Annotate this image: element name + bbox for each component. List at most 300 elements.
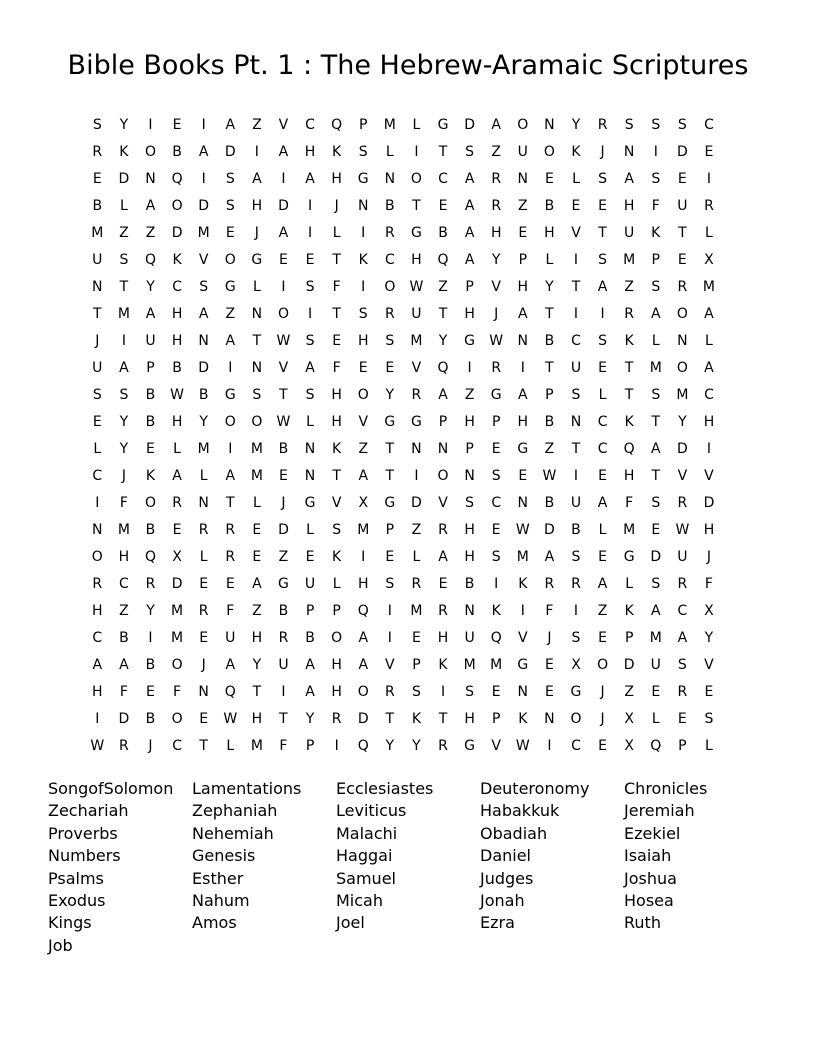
grid-letter: U [92, 252, 103, 268]
grid-letter: B [385, 198, 395, 214]
grid-row [84, 598, 722, 625]
grid-letter: W [489, 333, 504, 349]
grid-letter: G [570, 684, 582, 700]
grid-letter: W [409, 279, 424, 295]
grid-letter: Q [357, 603, 369, 619]
grid-letter: Q [437, 360, 449, 376]
grid-letter: A [650, 603, 661, 619]
grid-letter: H [517, 279, 529, 295]
grid-letter: O [224, 414, 236, 430]
grid-letter: I [387, 630, 392, 646]
grid-letter: A [252, 576, 262, 592]
grid-letter: N [198, 684, 209, 700]
grid-letter: I [254, 144, 259, 160]
grid-letter: M [516, 549, 529, 565]
grid-letter: T [624, 387, 634, 403]
grid-letter: Q [357, 738, 369, 754]
grid-letter: T [332, 306, 341, 322]
grid-letter: H [118, 549, 130, 565]
grid-letter: A [677, 630, 688, 646]
grid-letter: D [464, 117, 475, 133]
grid-letter: A [278, 225, 289, 241]
grid-letter: V [704, 657, 714, 673]
word-list-item: Habakkuk [480, 801, 560, 821]
grid-letter: G [464, 738, 476, 754]
grid-letter: M [250, 441, 263, 457]
grid-letter: P [465, 279, 474, 295]
grid-letter: T [279, 711, 288, 727]
grid-letter: T [438, 306, 448, 322]
grid-letter: E [92, 171, 102, 187]
grid-letter: N [464, 603, 475, 619]
grid-letter: V [518, 630, 528, 646]
grid-letter: G [517, 657, 529, 673]
word-list-item: Psalms [48, 868, 104, 888]
grid-letter: O [144, 495, 156, 511]
grid-letter: H [464, 522, 475, 538]
grid-letter: U [225, 630, 236, 646]
grid-letter: V [491, 738, 501, 754]
grid-letter: O [91, 549, 103, 565]
grid-letter: N [544, 117, 555, 133]
word-list-item: Joshua [624, 868, 677, 888]
grid-letter: E [598, 630, 607, 646]
grid-letter: S [385, 576, 395, 592]
grid-letter: B [544, 495, 555, 511]
grid-letter: K [651, 225, 661, 241]
grid-row [84, 166, 722, 193]
page-title: Bible Books Pt. 1 : The Hebrew-Aramaic Scriptures [67, 50, 749, 81]
grid-letter: A [518, 387, 528, 403]
grid-letter: I [361, 225, 366, 241]
grid-letter: I [573, 252, 579, 268]
grid-letter: M [676, 387, 689, 403]
grid-letter: T [93, 306, 102, 322]
grid-letter: E [544, 657, 554, 673]
grid-letter: L [705, 333, 713, 349]
grid-letter: M [463, 657, 476, 673]
grid-letter: R [119, 738, 129, 754]
grid-letter: B [119, 630, 129, 646]
grid-letter: K [411, 711, 422, 727]
grid-letter: B [145, 522, 156, 538]
grid-letter: J [494, 306, 499, 322]
grid-letter: Z [438, 279, 448, 295]
grid-letter: T [279, 387, 288, 403]
grid-letter: D [198, 360, 210, 376]
grid-letter: H [331, 684, 342, 700]
grid-letter: A [358, 657, 369, 673]
grid-letter: Z [119, 225, 129, 241]
grid-letter: X [571, 657, 581, 673]
grid-row [84, 382, 722, 409]
grid-letter: W [90, 738, 105, 754]
grid-letter: I [361, 549, 366, 565]
grid-letter: I [201, 171, 206, 187]
grid-letter: R [225, 522, 236, 538]
grid-letter: D [171, 225, 183, 241]
grid-letter: Q [490, 630, 502, 646]
grid-letter: F [119, 684, 128, 700]
grid-letter: I [467, 360, 472, 376]
grid-row [84, 112, 722, 139]
grid-letter: M [117, 522, 130, 538]
grid-letter: K [438, 657, 448, 673]
grid-letter: X [704, 603, 714, 619]
grid-letter: O [384, 279, 396, 295]
word-list-item: Proverbs [48, 823, 118, 843]
grid-letter: M [410, 333, 423, 349]
grid-letter: L [412, 117, 421, 133]
word-list-item: Daniel [480, 846, 531, 866]
grid-letter: L [705, 738, 713, 754]
word-list-item: Ruth [624, 913, 661, 933]
grid-letter: T [332, 252, 341, 268]
grid-letter: U [570, 495, 582, 511]
grid-letter: P [305, 738, 315, 754]
grid-letter: C [704, 117, 714, 133]
grid-letter: J [600, 684, 605, 700]
grid-letter: I [706, 171, 712, 187]
grid-row [84, 571, 722, 598]
grid-letter: R [677, 279, 688, 295]
grid-letter: F [332, 279, 341, 295]
grid-letter: O [144, 144, 156, 160]
grid-letter: D [171, 576, 183, 592]
grid-letter: N [92, 279, 103, 295]
grid-letter: E [199, 576, 209, 592]
grid-letter: J [95, 333, 100, 349]
grid-letter: V [677, 468, 688, 484]
grid-letter: D [676, 144, 688, 160]
grid-letter: A [464, 252, 475, 268]
grid-letter: S [491, 549, 501, 565]
letter-grid [84, 112, 722, 760]
grid-letter: K [119, 144, 129, 160]
grid-letter: Z [411, 522, 422, 538]
grid-letter: L [412, 549, 421, 565]
grid-letter: P [518, 252, 528, 268]
grid-letter: H [251, 711, 263, 727]
grid-letter: E [279, 468, 288, 484]
grid-letter: F [545, 603, 554, 619]
grid-letter: S [465, 144, 475, 160]
grid-letter: L [572, 171, 580, 187]
grid-letter: G [517, 441, 529, 457]
grid-letter: K [332, 144, 342, 160]
grid-letter: Y [385, 387, 395, 403]
grid-letter: A [119, 657, 129, 673]
grid-letter: P [651, 252, 660, 268]
grid-letter: X [624, 711, 634, 727]
grid-letter: I [307, 198, 313, 214]
grid-letter: P [678, 738, 687, 754]
grid-letter: A [597, 495, 608, 511]
grid-letter: D [278, 198, 289, 214]
grid-letter: B [172, 144, 182, 160]
grid-letter: T [385, 468, 395, 484]
grid-letter: A [704, 306, 714, 322]
grid-letter: K [172, 252, 182, 268]
grid-letter: B [145, 711, 156, 727]
grid-letter: I [520, 603, 525, 619]
grid-letter: H [703, 522, 715, 538]
grid-letter: I [573, 603, 579, 619]
grid-letter: M [357, 522, 370, 538]
grid-letter: T [571, 441, 581, 457]
grid-letter: E [571, 198, 581, 214]
grid-letter: T [252, 333, 262, 349]
grid-letter: U [464, 630, 475, 646]
grid-letter: A [544, 549, 555, 565]
grid-letter: K [518, 711, 528, 727]
grid-letter: K [624, 414, 634, 430]
grid-letter: V [571, 225, 581, 241]
grid-letter: H [331, 171, 342, 187]
grid-letter: V [411, 360, 422, 376]
grid-letter: H [171, 333, 183, 349]
grid-letter: U [304, 576, 316, 592]
grid-letter: H [331, 414, 342, 430]
grid-letter: H [171, 306, 183, 322]
word-list-item: Zechariah [48, 801, 129, 821]
grid-letter: J [547, 630, 552, 646]
grid-letter: N [437, 441, 449, 457]
grid-letter: S [677, 117, 687, 133]
grid-letter: M [171, 603, 184, 619]
grid-letter: W [223, 711, 238, 727]
grid-letter: Y [571, 117, 581, 133]
grid-letter: C [384, 252, 395, 268]
grid-letter: K [145, 468, 156, 484]
grid-letter: A [305, 171, 315, 187]
grid-letter: A [225, 333, 236, 349]
grid-letter: K [624, 603, 634, 619]
word-list-item: Judges [480, 868, 534, 888]
grid-letter: Z [252, 117, 262, 133]
grid-letter: E [305, 252, 315, 268]
grid-letter: L [332, 576, 341, 592]
grid-letter: I [228, 360, 233, 376]
grid-letter: O [171, 198, 183, 214]
grid-letter: J [334, 198, 339, 214]
grid-letter: M [490, 657, 503, 673]
grid-letter: A [624, 171, 634, 187]
grid-letter: M [623, 522, 636, 538]
grid-letter: L [705, 225, 713, 241]
grid-letter: R [92, 576, 103, 592]
grid-letter: R [491, 171, 502, 187]
grid-letter: E [651, 522, 661, 538]
grid-letter: A [225, 657, 236, 673]
grid-letter: S [92, 117, 102, 133]
grid-letter: S [465, 684, 475, 700]
grid-letter: S [598, 333, 608, 349]
grid-letter: P [624, 630, 634, 646]
grid-letter: Y [678, 414, 687, 430]
grid-letter: L [119, 198, 128, 214]
grid-letter: S [571, 387, 581, 403]
grid-letter: P [385, 522, 395, 538]
grid-letter: Z [278, 549, 289, 565]
grid-letter: N [251, 360, 263, 376]
grid-letter: R [438, 603, 448, 619]
grid-letter: A [305, 657, 315, 673]
grid-letter: K [624, 333, 634, 349]
grid-letter: R [491, 360, 502, 376]
grid-letter: H [437, 630, 449, 646]
grid-letter: A [518, 306, 528, 322]
grid-letter: R [544, 576, 555, 592]
grid-letter: C [438, 171, 448, 187]
grid-letter: U [517, 144, 528, 160]
word-list-item: Samuel [336, 868, 396, 888]
grid-letter: E [225, 576, 235, 592]
grid-letter: U [278, 657, 289, 673]
grid-letter: E [438, 198, 448, 214]
grid-letter: C [119, 576, 129, 592]
grid-letter: O [597, 657, 609, 673]
grid-letter: W [542, 468, 557, 484]
grid-letter: P [305, 603, 315, 619]
word-list-item: Exodus [48, 890, 106, 910]
word-list-item: Malachi [336, 823, 398, 843]
grid-letter: M [649, 360, 662, 376]
grid-letter: H [464, 549, 475, 565]
grid-letter: S [651, 495, 661, 511]
grid-letter: V [198, 252, 209, 268]
word-list-item: Job [48, 935, 73, 955]
grid-letter: G [464, 333, 476, 349]
grid-letter: B [172, 360, 182, 376]
grid-letter: I [600, 306, 605, 322]
grid-letter: A [145, 306, 156, 322]
grid-letter: M [197, 225, 210, 241]
grid-letter: Y [119, 441, 129, 457]
grid-letter: T [385, 711, 395, 727]
grid-letter: W [515, 738, 530, 754]
grid-letter: Q [623, 441, 635, 457]
grid-letter: L [598, 387, 607, 403]
grid-letter: E [518, 468, 528, 484]
grid-letter: W [675, 522, 690, 538]
grid-letter: I [387, 603, 392, 619]
grid-letter: I [281, 684, 286, 700]
grid-letter: G [251, 252, 263, 268]
grid-letter: H [92, 684, 103, 700]
grid-letter: O [277, 306, 289, 322]
grid-letter: H [304, 144, 316, 160]
grid-letter: T [678, 225, 687, 241]
grid-letter: U [145, 333, 156, 349]
grid-letter: Y [146, 279, 155, 295]
grid-letter: C [172, 279, 182, 295]
grid-letter: P [359, 117, 368, 133]
grid-row [84, 328, 722, 355]
grid-letter: T [545, 306, 554, 322]
grid-letter: Y [119, 414, 129, 430]
word-list [48, 778, 768, 957]
word-list-item: Nahum [192, 890, 250, 910]
grid-letter: I [307, 306, 313, 322]
grid-letter: M [649, 630, 662, 646]
grid-letter: L [651, 711, 660, 727]
grid-letter: N [357, 198, 369, 214]
grid-row [84, 301, 722, 328]
grid-letter: E [146, 684, 155, 700]
grid-letter: Y [305, 711, 315, 727]
grid-row [84, 220, 722, 247]
grid-letter: M [117, 306, 130, 322]
grid-letter: R [172, 495, 182, 511]
grid-letter: R [438, 522, 448, 538]
word-list-item: Genesis [192, 846, 256, 866]
grid-letter: E [225, 225, 235, 241]
grid-row [84, 274, 722, 301]
grid-letter: S [305, 387, 315, 403]
grid-letter: V [358, 414, 369, 430]
grid-letter: E [651, 684, 661, 700]
grid-letter: O [676, 360, 688, 376]
grid-letter: Z [225, 306, 236, 322]
grid-letter: E [544, 684, 554, 700]
grid-letter: A [650, 441, 661, 457]
grid-letter: D [676, 441, 688, 457]
grid-letter: N [251, 306, 263, 322]
grid-letter: J [600, 144, 605, 160]
grid-letter: O [331, 630, 343, 646]
grid-letter: E [92, 414, 102, 430]
grid-letter: N [517, 333, 529, 349]
grid-letter: W [170, 387, 184, 403]
grid-letter: Q [144, 549, 156, 565]
grid-letter: R [411, 576, 422, 592]
grid-letter: C [305, 117, 315, 133]
grid-letter: O [570, 711, 582, 727]
grid-letter: I [148, 630, 153, 646]
grid-letter: S [491, 468, 501, 484]
grid-letter: X [172, 549, 182, 565]
grid-letter: X [358, 495, 369, 511]
grid-row [84, 247, 722, 274]
grid-letter: S [119, 387, 129, 403]
grid-letter: F [704, 576, 713, 592]
grid-letter: C [677, 603, 688, 619]
grid-letter: R [225, 549, 236, 565]
grid-letter: V [438, 495, 448, 511]
grid-letter: A [92, 657, 103, 673]
word-list-item: Jonah [480, 890, 525, 910]
grid-letter: H [411, 252, 422, 268]
grid-letter: L [625, 576, 634, 592]
grid-letter: S [651, 171, 661, 187]
grid-letter: E [598, 468, 607, 484]
grid-letter: Y [545, 279, 554, 295]
grid-letter: A [145, 198, 156, 214]
grid-letter: C [92, 468, 103, 484]
grid-letter: S [571, 549, 581, 565]
grid-letter: Z [597, 603, 608, 619]
grid-letter: R [571, 576, 581, 592]
grid-letter: U [677, 198, 688, 214]
word-list-item: Obadiah [480, 823, 548, 843]
grid-letter: E [252, 522, 262, 538]
grid-letter: S [411, 684, 421, 700]
grid-letter: N [304, 441, 316, 457]
grid-letter: S [385, 333, 395, 349]
grid-letter: L [332, 225, 341, 241]
grid-letter: S [704, 711, 714, 727]
